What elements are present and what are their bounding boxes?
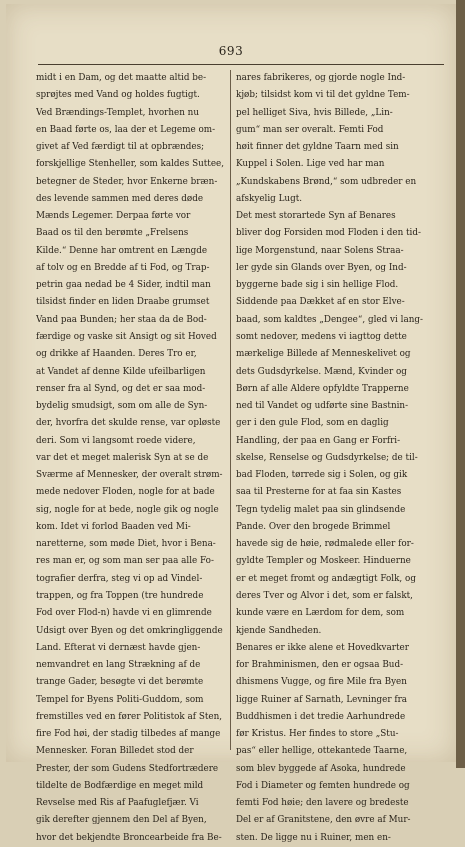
text-line: kjende Sandheden. [236, 623, 444, 640]
text-line: en Baad førte os, laa der et Legeme om- [36, 122, 226, 139]
text-line: Fod i Diameter og femten hundrede og [236, 778, 444, 795]
book-spine-edge [456, 0, 465, 768]
text-line: gyldte Templer og Moskeer. Hinduerne [236, 553, 444, 570]
text-line: at Vandet af denne Kilde ufeilbarligen [36, 364, 226, 381]
text-line: fire Fod høi, der stadig tilbedes af mange [36, 726, 226, 743]
text-line: som blev byggede af Asoka, hundrede [236, 761, 444, 778]
text-line: „Kundskabens Brønd,“ som udbreder en [236, 174, 444, 191]
text-line: somt nedover, medens vi iagttog dette [236, 329, 444, 346]
text-line: der, hvorfra det skulde rense, var opløste [36, 415, 226, 432]
text-line: forskjellige Stenheller, som kaldes Suttee, [36, 156, 226, 173]
text-line: Prester, der som Gudens Stedfortrædere [36, 761, 226, 778]
text-line: dets Gudsdyrkelse. Mænd, Kvinder og [236, 364, 444, 381]
book-page [6, 4, 456, 762]
page-number: 693 [6, 44, 456, 58]
text-line: Mænds Legemer. Derpaa førte vor [36, 208, 226, 225]
text-line: tildelte de Bodfærdige en meget mild [36, 778, 226, 795]
text-line: ligge Ruiner af Sarnath, Levninger fra [236, 692, 444, 709]
text-line: renser fra al Synd, og det er saa mod- [36, 381, 226, 398]
text-line: Vand paa Bunden; her staa da de Bod- [36, 312, 226, 329]
text-line: Tegn tydelig malet paa sin glindsende [236, 502, 444, 519]
text-line: afskyelig Lugt. [236, 191, 444, 208]
text-line: Baad os til den berømte „Frelsens [36, 225, 226, 242]
text-line: ler gyde sin Glands over Byen, og Ind- [236, 260, 444, 277]
text-line: havede sig de høie, rødmalede eller for- [236, 536, 444, 553]
text-line: for Brahminismen, den er ogsaa Bud- [236, 657, 444, 674]
text-line: Benares er ikke alene et Hovedkvarter [236, 640, 444, 657]
column-divider [230, 70, 231, 750]
text-line: mærkelige Billede af Menneskelivet og [236, 346, 444, 363]
left-text-column [36, 70, 226, 847]
text-line: skelse, Renselse og Gudsdyrkelse; de til- [236, 450, 444, 467]
text-line: mede nedover Floden, nogle for at bade [36, 484, 226, 501]
text-line: Udsigt over Byen og det omkringliggende [36, 623, 226, 640]
text-line: Handling, der paa en Gang er Forfri- [236, 433, 444, 450]
text-line: betegner de Steder, hvor Enkerne bræn- [36, 174, 226, 191]
text-line: og drikke af Haanden. Deres Tro er, [36, 346, 226, 363]
text-line: byggerne bade sig i sin hellige Flod. [236, 277, 444, 294]
text-line: tografier derfra, steg vi op ad Vindel- [36, 571, 226, 588]
text-line: saa til Presterne for at faa sin Kastes [236, 484, 444, 501]
text-line: Sværme af Mennesker, der overalt strøm- [36, 467, 226, 484]
text-line: pas“ eller hellige, ottekantede Taarne, [236, 743, 444, 760]
text-line: Det mest storartede Syn af Benares [236, 208, 444, 225]
text-line: kjøb; tilsidst kom vi til det gyldne Tem- [236, 87, 444, 104]
text-line: Kilde.“ Denne har omtrent en Længde [36, 243, 226, 260]
text-line: Fod over Flod-n) havde vi en glimrende [36, 605, 226, 622]
right-text-column [236, 70, 444, 847]
text-line: sten. De ligge nu i Ruiner, men en- [236, 830, 444, 847]
text-line: Kuppel i Solen. Lige ved har man [236, 156, 444, 173]
text-line: ned til Vandet og udførte sine Bastnin- [236, 398, 444, 415]
text-line: naretterne, som møde Diet, hvor i Bena- [36, 536, 226, 553]
text-line: Revselse med Ris af Paafuglefjær. Vi [36, 795, 226, 812]
text-line: bliver dog Forsiden mod Floden i den tid- [236, 225, 444, 242]
text-line: Del er af Granitstene, den øvre af Mur- [236, 812, 444, 829]
text-line: lige Morgenstund, naar Solens Straa- [236, 243, 444, 260]
text-line: hvor det bekjendte Broncearbeide fra Be- [36, 830, 226, 847]
text-line: fremstilles ved en fører Politistok af Sten, [36, 709, 226, 726]
text-line: Mennesker. Foran Billedet stod der [36, 743, 226, 760]
text-line: nares fabrikeres, og gjorde nogle Ind- [236, 70, 444, 87]
text-line: deri. Som vi langsomt roede videre, [36, 433, 226, 450]
text-line: Siddende paa Dækket af en stor Elve- [236, 294, 444, 311]
text-line: er et meget fromt og andægtigt Folk, og [236, 571, 444, 588]
text-line: bad Floden, tørrede sig i Solen, og gik [236, 467, 444, 484]
text-line: gum“ man ser overalt. Femti Fod [236, 122, 444, 139]
text-line: petrin gaa nedad be 4 Sider, indtil man [36, 277, 226, 294]
text-line: bydelig smudsigt, som om alle de Syn- [36, 398, 226, 415]
text-line: sig, nogle for at bede, nogle gik og nogle [36, 502, 226, 519]
text-line: Tempel for Byens Politi-Guddom, som [36, 692, 226, 709]
text-line: nemvandret en lang Strækning af de [36, 657, 226, 674]
text-line: trappen, og fra Toppen (tre hundrede [36, 588, 226, 605]
text-line: givet af Ved færdigt til at opbrændes; [36, 139, 226, 156]
text-line: Land. Efterat vi dernæst havde gjen- [36, 640, 226, 657]
text-line: Ved Brændings-Templet, hvorhen nu [36, 105, 226, 122]
text-line: Pande. Over den brogede Brimmel [236, 519, 444, 536]
text-line: sprøjtes med Vand og holdes fugtigt. [36, 87, 226, 104]
text-line: kom. Idet vi forlod Baaden ved Mi- [36, 519, 226, 536]
text-line: høit finner det gyldne Taarn med sin [236, 139, 444, 156]
text-line: des levende sammen med deres døde [36, 191, 226, 208]
text-line: dhismens Vugge, og fire Mile fra Byen [236, 674, 444, 691]
text-line: midt i en Dam, og det maatte altid be- [36, 70, 226, 87]
text-line: trange Gader, besøgte vi det berømte [36, 674, 226, 691]
text-line: baad, som kaldtes „Dengee“, gled vi lang- [236, 312, 444, 329]
text-line: kunde være en Lærdom for dem, som [236, 605, 444, 622]
text-line: res man er, og som man ser paa alle Fo- [36, 553, 226, 570]
header-rule [38, 64, 444, 65]
text-line: deres Tver og Alvor i det, som er falskt, [236, 588, 444, 605]
text-line: ger i den gule Flod, som en daglig [236, 415, 444, 432]
text-line: færdige og vaske sit Ansigt og sit Hoved [36, 329, 226, 346]
text-line: før Kristus. Her findes to store „Stu- [236, 726, 444, 743]
text-line: pel helliget Siva, hvis Billede, „Lin- [236, 105, 444, 122]
text-line: var det et meget malerisk Syn at se de [36, 450, 226, 467]
text-line: femti Fod høie; den lavere og bredeste [236, 795, 444, 812]
text-line: Buddhismen i det tredie Aarhundrede [236, 709, 444, 726]
text-line: tilsidst finder en liden Draabe grumset [36, 294, 226, 311]
text-line: gik derefter gjennem den Del af Byen, [36, 812, 226, 829]
text-line: af tolv og en Bredde af ti Fod, og Trap- [36, 260, 226, 277]
text-line: Børn af alle Aldere opfyldte Trapperne [236, 381, 444, 398]
